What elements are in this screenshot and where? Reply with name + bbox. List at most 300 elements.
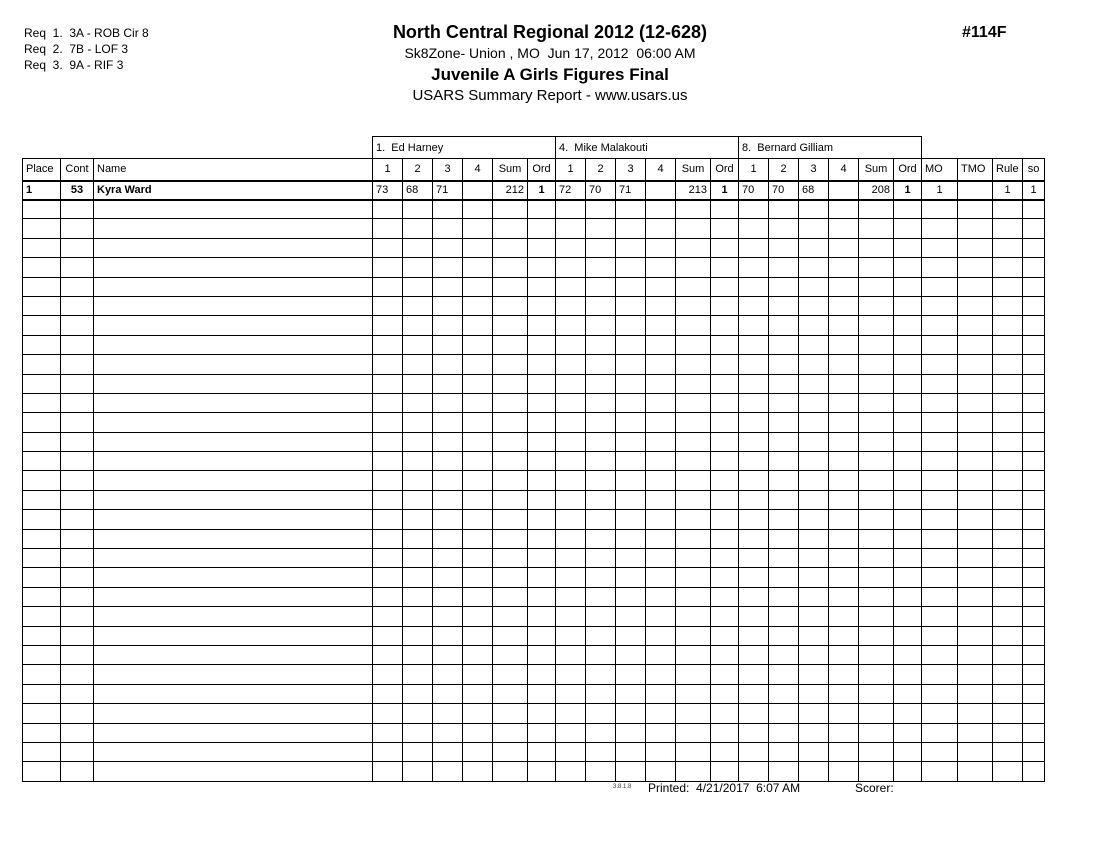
empty-cell bbox=[616, 452, 646, 471]
empty-cell bbox=[556, 471, 586, 490]
empty-cell bbox=[769, 452, 799, 471]
empty-cell bbox=[61, 413, 94, 432]
empty-cell bbox=[646, 413, 676, 432]
empty-cell bbox=[799, 626, 829, 645]
empty-cell bbox=[61, 238, 94, 257]
empty-cell bbox=[739, 296, 769, 315]
empty-cell bbox=[769, 742, 799, 761]
empty-cell bbox=[859, 452, 894, 471]
empty-cell bbox=[739, 529, 769, 548]
empty-cell bbox=[23, 219, 61, 238]
empty-cell bbox=[403, 277, 433, 296]
empty-cell bbox=[859, 296, 894, 315]
empty-cell bbox=[586, 549, 616, 568]
empty-cell bbox=[711, 335, 739, 354]
empty-cell bbox=[1023, 568, 1045, 587]
empty-cell bbox=[711, 490, 739, 509]
empty-cell bbox=[922, 355, 958, 374]
empty-cell bbox=[993, 684, 1023, 703]
empty-cell bbox=[586, 510, 616, 529]
empty-cell bbox=[1023, 665, 1045, 684]
empty-cell bbox=[859, 510, 894, 529]
empty-cell bbox=[373, 471, 403, 490]
empty-cell bbox=[922, 393, 958, 412]
cell-skater-name: Kyra Ward bbox=[94, 181, 373, 200]
empty-cell bbox=[1023, 471, 1045, 490]
results-table bbox=[22, 136, 1045, 782]
empty-cell bbox=[556, 626, 586, 645]
cell-j3-score2: 70 bbox=[769, 181, 799, 200]
empty-cell bbox=[829, 452, 859, 471]
empty-cell bbox=[922, 374, 958, 393]
empty-cell bbox=[769, 529, 799, 548]
empty-row bbox=[23, 568, 1045, 587]
empty-cell bbox=[94, 355, 373, 374]
empty-cell bbox=[556, 665, 586, 684]
empty-cell bbox=[993, 471, 1023, 490]
empty-cell bbox=[646, 393, 676, 412]
empty-cell bbox=[94, 762, 373, 781]
empty-cell bbox=[859, 742, 894, 761]
empty-cell bbox=[859, 258, 894, 277]
empty-cell bbox=[493, 452, 528, 471]
empty-cell bbox=[829, 277, 859, 296]
empty-cell bbox=[528, 587, 556, 606]
empty-cell bbox=[403, 665, 433, 684]
col-header-j1-ord: Ord bbox=[528, 159, 556, 181]
empty-cell bbox=[556, 219, 586, 238]
empty-cell bbox=[769, 277, 799, 296]
empty-cell bbox=[556, 568, 586, 587]
empty-cell bbox=[829, 432, 859, 451]
empty-cell bbox=[616, 316, 646, 335]
empty-cell bbox=[739, 684, 769, 703]
empty-cell bbox=[463, 742, 493, 761]
empty-cell bbox=[493, 277, 528, 296]
empty-cell bbox=[94, 219, 373, 238]
empty-cell bbox=[646, 335, 676, 354]
judge-1-name: 1. Ed Harney bbox=[373, 137, 556, 159]
cell-rule: 1 bbox=[993, 181, 1023, 200]
empty-cell bbox=[646, 277, 676, 296]
col-header-so: so bbox=[1023, 159, 1045, 181]
empty-cell bbox=[993, 258, 1023, 277]
empty-cell bbox=[94, 549, 373, 568]
empty-cell bbox=[859, 549, 894, 568]
empty-cell bbox=[711, 296, 739, 315]
empty-cell bbox=[23, 549, 61, 568]
empty-cell bbox=[528, 432, 556, 451]
empty-cell bbox=[528, 568, 556, 587]
empty-cell bbox=[528, 296, 556, 315]
empty-cell bbox=[556, 374, 586, 393]
empty-cell bbox=[463, 258, 493, 277]
empty-cell bbox=[859, 374, 894, 393]
empty-cell bbox=[922, 665, 958, 684]
empty-cell bbox=[859, 645, 894, 664]
empty-cell bbox=[769, 432, 799, 451]
empty-cell bbox=[894, 471, 922, 490]
empty-cell bbox=[859, 219, 894, 238]
col-header-cont: Cont bbox=[61, 159, 94, 181]
empty-cell bbox=[493, 219, 528, 238]
empty-cell bbox=[433, 413, 463, 432]
empty-cell bbox=[769, 355, 799, 374]
col-header-j2-ord: Ord bbox=[711, 159, 739, 181]
empty-cell bbox=[61, 490, 94, 509]
empty-cell bbox=[739, 471, 769, 490]
empty-cell bbox=[463, 704, 493, 723]
empty-cell bbox=[829, 529, 859, 548]
empty-cell bbox=[556, 742, 586, 761]
empty-cell bbox=[586, 432, 616, 451]
empty-cell bbox=[739, 490, 769, 509]
empty-cell bbox=[586, 607, 616, 626]
empty-cell bbox=[493, 742, 528, 761]
empty-cell bbox=[799, 238, 829, 257]
empty-cell bbox=[433, 607, 463, 626]
empty-cell bbox=[958, 355, 993, 374]
empty-cell bbox=[373, 432, 403, 451]
empty-row bbox=[23, 355, 1045, 374]
empty-row bbox=[23, 510, 1045, 529]
empty-cell bbox=[676, 432, 711, 451]
empty-cell bbox=[958, 219, 993, 238]
empty-cell bbox=[894, 549, 922, 568]
empty-cell bbox=[993, 432, 1023, 451]
empty-cell bbox=[769, 510, 799, 529]
empty-cell bbox=[799, 335, 829, 354]
empty-cell bbox=[61, 549, 94, 568]
empty-cell bbox=[493, 490, 528, 509]
empty-cell bbox=[799, 471, 829, 490]
empty-row bbox=[23, 374, 1045, 393]
empty-cell bbox=[403, 238, 433, 257]
empty-cell bbox=[23, 374, 61, 393]
empty-cell bbox=[711, 568, 739, 587]
empty-cell bbox=[493, 510, 528, 529]
software-version: 3.8.1.8 bbox=[613, 784, 632, 790]
empty-cell bbox=[94, 335, 373, 354]
empty-cell bbox=[1023, 529, 1045, 548]
empty-cell bbox=[1023, 742, 1045, 761]
empty-cell bbox=[1023, 219, 1045, 238]
empty-cell bbox=[556, 277, 586, 296]
empty-cell bbox=[586, 723, 616, 742]
empty-cell bbox=[769, 607, 799, 626]
empty-cell bbox=[676, 471, 711, 490]
empty-cell bbox=[894, 219, 922, 238]
empty-cell bbox=[739, 568, 769, 587]
empty-cell bbox=[463, 355, 493, 374]
empty-cell bbox=[1023, 626, 1045, 645]
empty-cell bbox=[586, 452, 616, 471]
cell-j2-sum: 213 bbox=[676, 181, 711, 200]
empty-cell bbox=[616, 490, 646, 509]
empty-cell bbox=[493, 413, 528, 432]
empty-cell bbox=[1023, 316, 1045, 335]
cell-j2-score3: 71 bbox=[616, 181, 646, 200]
empty-cell bbox=[616, 238, 646, 257]
empty-cell bbox=[23, 413, 61, 432]
empty-cell bbox=[769, 238, 799, 257]
empty-cell bbox=[799, 723, 829, 742]
empty-cell bbox=[711, 510, 739, 529]
empty-cell bbox=[922, 316, 958, 335]
empty-cell bbox=[646, 432, 676, 451]
empty-cell bbox=[829, 316, 859, 335]
col-header-j2-score4: 4 bbox=[646, 159, 676, 181]
empty-cell bbox=[958, 296, 993, 315]
empty-cell bbox=[894, 490, 922, 509]
empty-row bbox=[23, 452, 1045, 471]
empty-cell bbox=[676, 490, 711, 509]
empty-cell bbox=[493, 393, 528, 412]
empty-cell bbox=[711, 277, 739, 296]
empty-cell bbox=[993, 452, 1023, 471]
empty-cell bbox=[829, 219, 859, 238]
empty-cell bbox=[528, 452, 556, 471]
cell-j3-ord: 1 bbox=[894, 181, 922, 200]
empty-cell bbox=[493, 471, 528, 490]
empty-cell bbox=[433, 393, 463, 412]
empty-cell bbox=[799, 645, 829, 664]
empty-cell bbox=[94, 607, 373, 626]
cell-cont: 53 bbox=[61, 181, 94, 200]
empty-cell bbox=[403, 607, 433, 626]
empty-cell bbox=[373, 393, 403, 412]
empty-cell bbox=[586, 742, 616, 761]
empty-cell bbox=[799, 452, 829, 471]
empty-cell bbox=[556, 452, 586, 471]
empty-cell bbox=[403, 704, 433, 723]
empty-cell bbox=[94, 296, 373, 315]
empty-cell bbox=[433, 452, 463, 471]
empty-cell bbox=[676, 762, 711, 781]
empty-cell bbox=[769, 316, 799, 335]
empty-cell bbox=[433, 742, 463, 761]
empty-cell bbox=[993, 529, 1023, 548]
empty-cell bbox=[373, 258, 403, 277]
empty-cell bbox=[829, 723, 859, 742]
empty-cell bbox=[769, 549, 799, 568]
empty-cell bbox=[94, 510, 373, 529]
empty-cell bbox=[493, 258, 528, 277]
empty-cell bbox=[739, 607, 769, 626]
empty-cell bbox=[711, 723, 739, 742]
empty-cell bbox=[922, 587, 958, 606]
empty-cell bbox=[61, 704, 94, 723]
empty-cell bbox=[922, 219, 958, 238]
empty-cell bbox=[711, 219, 739, 238]
empty-cell bbox=[373, 219, 403, 238]
empty-cell bbox=[493, 238, 528, 257]
empty-cell bbox=[528, 374, 556, 393]
empty-cell bbox=[94, 432, 373, 451]
empty-cell bbox=[403, 374, 433, 393]
empty-cell bbox=[373, 645, 403, 664]
empty-cell bbox=[676, 258, 711, 277]
report-type-line: USARS Summary Report - www.usars.us bbox=[412, 87, 688, 104]
empty-cell bbox=[646, 645, 676, 664]
cell-j3-sum: 208 bbox=[859, 181, 894, 200]
empty-cell bbox=[616, 549, 646, 568]
empty-cell bbox=[922, 762, 958, 781]
empty-cell bbox=[769, 374, 799, 393]
empty-cell bbox=[61, 626, 94, 645]
empty-cell bbox=[528, 471, 556, 490]
empty-cell bbox=[528, 277, 556, 296]
empty-cell bbox=[23, 568, 61, 587]
empty-cell bbox=[799, 742, 829, 761]
empty-cell bbox=[711, 413, 739, 432]
empty-row bbox=[23, 296, 1045, 315]
empty-cell bbox=[711, 471, 739, 490]
empty-cell bbox=[711, 238, 739, 257]
cell-j2-score4 bbox=[646, 181, 676, 200]
empty-cell bbox=[586, 316, 616, 335]
empty-cell bbox=[433, 684, 463, 703]
empty-cell bbox=[646, 238, 676, 257]
empty-cell bbox=[711, 452, 739, 471]
empty-cell bbox=[711, 742, 739, 761]
results-table-wrap bbox=[22, 136, 1045, 782]
empty-cell bbox=[859, 355, 894, 374]
empty-cell bbox=[556, 200, 586, 219]
empty-cell bbox=[769, 258, 799, 277]
empty-cell bbox=[403, 471, 433, 490]
empty-cell bbox=[993, 219, 1023, 238]
empty-cell bbox=[799, 355, 829, 374]
empty-cell bbox=[528, 355, 556, 374]
empty-cell bbox=[769, 626, 799, 645]
empty-cell bbox=[769, 393, 799, 412]
empty-cell bbox=[711, 626, 739, 645]
empty-cell bbox=[799, 277, 829, 296]
judges-row-right-spacer bbox=[922, 137, 1045, 159]
empty-cell bbox=[616, 684, 646, 703]
empty-cell bbox=[586, 665, 616, 684]
cell-j1-ord: 1 bbox=[528, 181, 556, 200]
empty-cell bbox=[616, 510, 646, 529]
empty-cell bbox=[556, 587, 586, 606]
empty-cell bbox=[739, 374, 769, 393]
empty-cell bbox=[373, 587, 403, 606]
empty-cell bbox=[586, 762, 616, 781]
cell-j1-score1: 73 bbox=[373, 181, 403, 200]
empty-cell bbox=[556, 529, 586, 548]
empty-cell bbox=[711, 258, 739, 277]
empty-cell bbox=[958, 587, 993, 606]
empty-cell bbox=[463, 626, 493, 645]
empty-cell bbox=[616, 568, 646, 587]
empty-row bbox=[23, 723, 1045, 742]
empty-cell bbox=[463, 452, 493, 471]
empty-cell bbox=[373, 238, 403, 257]
empty-cell bbox=[993, 665, 1023, 684]
empty-cell bbox=[739, 393, 769, 412]
empty-cell bbox=[403, 452, 433, 471]
empty-cell bbox=[94, 238, 373, 257]
empty-cell bbox=[493, 432, 528, 451]
empty-cell bbox=[958, 316, 993, 335]
report-header bbox=[0, 22, 1100, 104]
empty-cell bbox=[616, 471, 646, 490]
empty-cell bbox=[463, 374, 493, 393]
empty-cell bbox=[23, 529, 61, 548]
empty-cell bbox=[616, 335, 646, 354]
judges-row-left-spacer bbox=[23, 137, 373, 159]
empty-cell bbox=[769, 471, 799, 490]
empty-cell bbox=[739, 200, 769, 219]
empty-cell bbox=[739, 742, 769, 761]
empty-cell bbox=[829, 742, 859, 761]
empty-cell bbox=[61, 529, 94, 548]
empty-cell bbox=[894, 723, 922, 742]
empty-cell bbox=[859, 568, 894, 587]
empty-cell bbox=[829, 296, 859, 315]
empty-cell bbox=[646, 471, 676, 490]
cell-mo: 1 bbox=[922, 181, 958, 200]
empty-cell bbox=[403, 258, 433, 277]
venue-date-line: Sk8Zone- Union , MO Jun 17, 2012 06:00 AM bbox=[404, 45, 696, 61]
empty-cell bbox=[433, 549, 463, 568]
empty-cell bbox=[894, 452, 922, 471]
empty-cell bbox=[711, 704, 739, 723]
empty-cell bbox=[373, 704, 403, 723]
empty-cell bbox=[646, 665, 676, 684]
empty-cell bbox=[958, 510, 993, 529]
empty-cell bbox=[493, 684, 528, 703]
empty-row bbox=[23, 471, 1045, 490]
empty-cell bbox=[859, 723, 894, 742]
empty-row bbox=[23, 393, 1045, 412]
empty-cell bbox=[676, 742, 711, 761]
empty-cell bbox=[373, 529, 403, 548]
empty-cell bbox=[403, 529, 433, 548]
empty-cell bbox=[373, 490, 403, 509]
empty-cell bbox=[94, 587, 373, 606]
empty-cell bbox=[829, 704, 859, 723]
empty-cell bbox=[958, 258, 993, 277]
empty-cell bbox=[94, 413, 373, 432]
empty-cell bbox=[23, 587, 61, 606]
empty-cell bbox=[859, 277, 894, 296]
empty-cell bbox=[373, 568, 403, 587]
col-header-rule: Rule bbox=[993, 159, 1023, 181]
empty-cell bbox=[556, 432, 586, 451]
col-header-place: Place bbox=[23, 159, 61, 181]
empty-cell bbox=[528, 490, 556, 509]
empty-cell bbox=[922, 238, 958, 257]
empty-cell bbox=[463, 510, 493, 529]
empty-cell bbox=[586, 490, 616, 509]
printed-value: 4/21/2017 6:07 AM bbox=[696, 781, 801, 795]
cell-j3-score1: 70 bbox=[739, 181, 769, 200]
empty-cell bbox=[493, 723, 528, 742]
empty-cell bbox=[829, 258, 859, 277]
empty-row bbox=[23, 626, 1045, 645]
empty-cell bbox=[894, 296, 922, 315]
empty-cell bbox=[94, 723, 373, 742]
empty-cell bbox=[859, 490, 894, 509]
empty-cell bbox=[993, 704, 1023, 723]
empty-cell bbox=[711, 355, 739, 374]
empty-cell bbox=[463, 316, 493, 335]
empty-cell bbox=[403, 723, 433, 742]
empty-row bbox=[23, 413, 1045, 432]
empty-cell bbox=[646, 587, 676, 606]
